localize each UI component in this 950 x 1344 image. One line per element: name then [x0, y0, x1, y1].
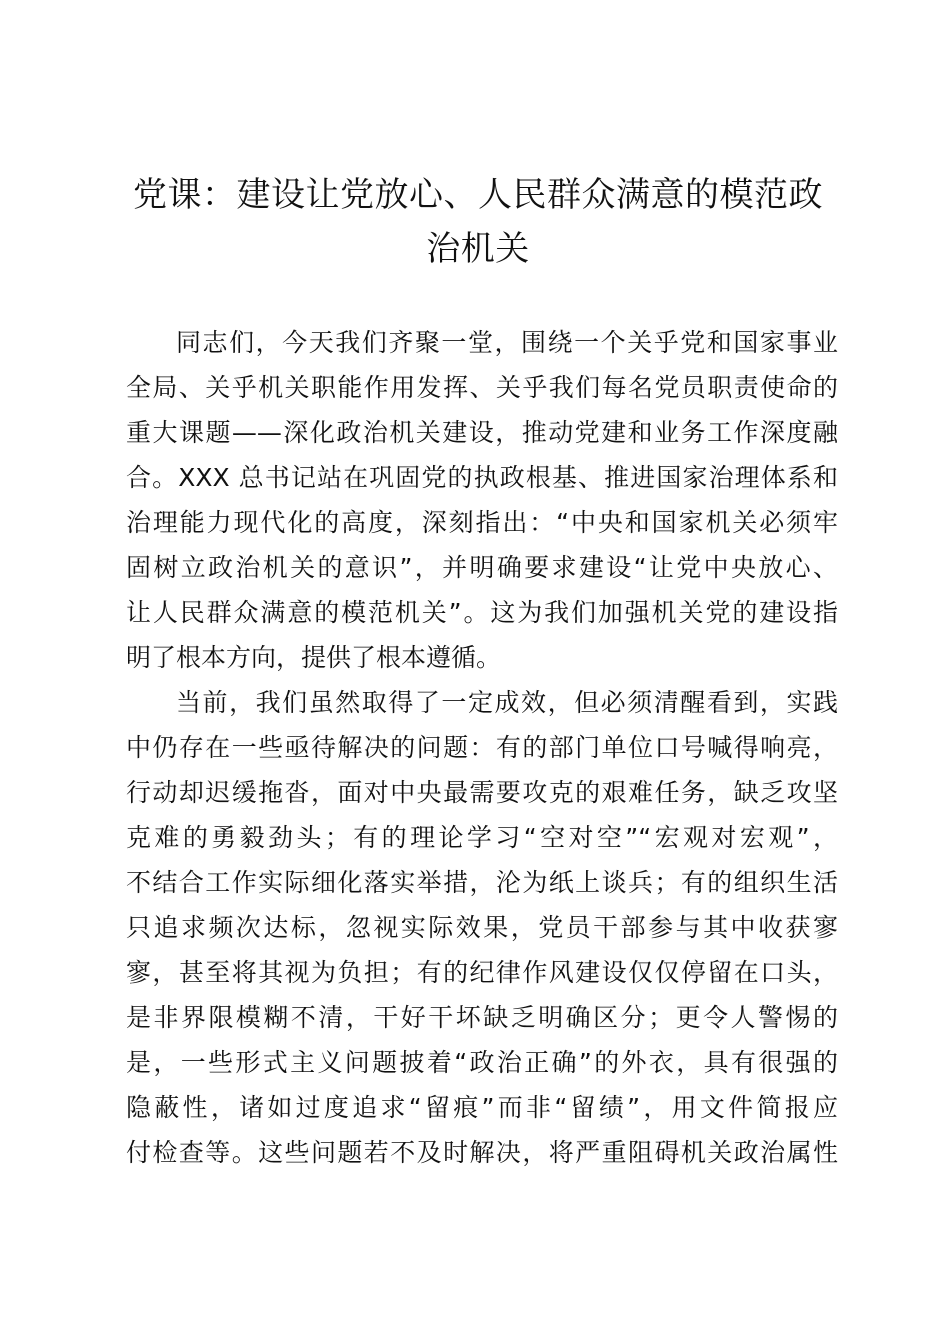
paragraph-line: 让人民群众满意的模范机关”。这为我们加强机关党的建设指: [126, 598, 838, 627]
paragraph-line: 是非界限模糊不清，干好干坏缺乏明确区分；更令人警惕的: [126, 1003, 838, 1032]
paragraph-line: 同志们，今天我们齐聚一堂，围绕一个关乎党和国家事业: [176, 328, 838, 357]
paragraph-1: [126, 320, 838, 680]
paragraph-line: 不结合工作实际细化落实举措，沦为纸上谈兵；有的组织生活: [126, 868, 838, 897]
title-line-2: 治机关: [426, 229, 530, 269]
paragraph-line: 明了根本方向，提供了根本遵循。: [126, 643, 502, 672]
document-title: [120, 168, 836, 276]
title-line-1: 党课：建设让党放心、人民群众满意的模范政: [133, 175, 823, 215]
document-body: [126, 320, 838, 1175]
paragraph-line: 付检查等。这些问题若不及时解决，将严重阻碍机关政治属性: [126, 1138, 838, 1167]
paragraph-line: 合。XXX 总书记站在巩固党的执政根基、推进国家治理体系和: [126, 463, 838, 492]
paragraph-line: 全局、关乎机关职能作用发挥、关乎我们每名党员职责使命的: [126, 373, 838, 402]
paragraph-line: 寥，甚至将其视为负担；有的纪律作风建设仅仅停留在口头，: [126, 958, 838, 987]
paragraph-line: 当前，我们虽然取得了一定成效，但必须清醒看到，实践: [176, 688, 838, 717]
paragraph-line: 固树立政治机关的意识”，并明确要求建设“让党中央放心、: [126, 553, 838, 582]
paragraph-2: [126, 680, 838, 1175]
paragraph-line: 是，一些形式主义问题披着“政治正确”的外衣，具有很强的: [126, 1048, 838, 1077]
paragraph-line: 重大课题——深化政治机关建设，推动党建和业务工作深度融: [126, 418, 838, 447]
paragraph-line: 克难的勇毅劲头；有的理论学习“空对空”“宏观对宏观”，: [126, 823, 838, 852]
paragraph-line: 只追求频次达标，忽视实际效果，党员干部参与其中收获寥: [126, 913, 838, 942]
paragraph-line: 隐蔽性，诸如过度追求“留痕”而非“留绩”，用文件简报应: [126, 1093, 838, 1122]
paragraph-line: 治理能力现代化的高度，深刻指出：“中央和国家机关必须牢: [126, 508, 838, 537]
paragraph-line: 行动却迟缓拖沓，面对中央最需要攻克的艰难任务，缺乏攻坚: [126, 778, 838, 807]
paragraph-line: 中仍存在一些亟待解决的问题：有的部门单位口号喊得响亮，: [126, 733, 838, 762]
